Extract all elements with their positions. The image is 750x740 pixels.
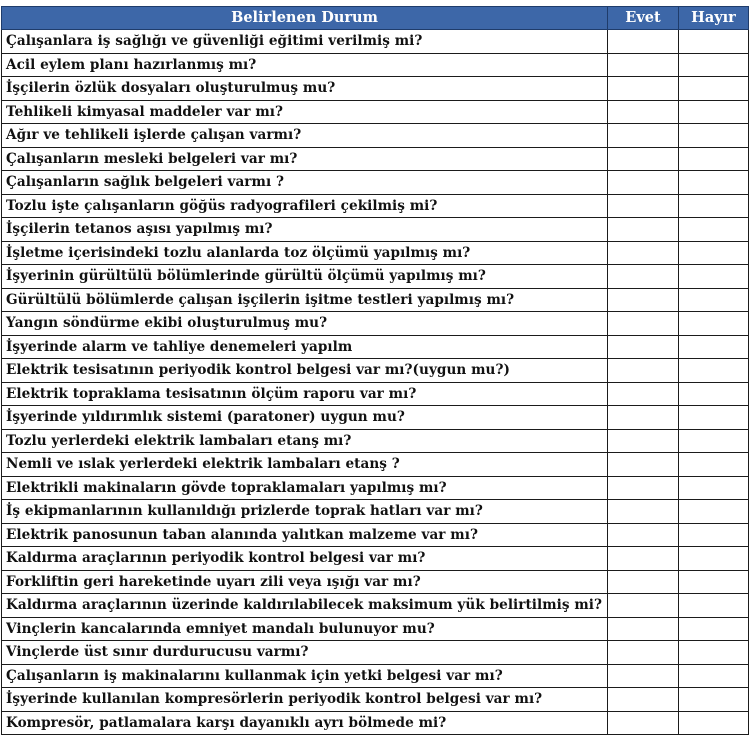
question-cell: Vinçlerin kancalarında emniyet mandalı bulunuyor mu?: [2, 617, 608, 641]
yes-answer-cell[interactable]: [608, 265, 679, 289]
table-row: [2, 241, 749, 265]
yes-answer-cell[interactable]: [608, 711, 679, 735]
table-row: [2, 500, 749, 524]
no-answer-cell[interactable]: [679, 100, 749, 124]
no-answer-cell[interactable]: [679, 171, 749, 195]
checklist-table: [1, 6, 749, 735]
table-row: [2, 547, 749, 571]
question-cell: İşyerinde alarm ve tahliye denemeleri yapılm: [2, 335, 608, 359]
question-cell: Kaldırma araçlarının üzerinde kaldırılabilecek maksimum yük belirtilmiş mi?: [2, 594, 608, 618]
table-row: [2, 664, 749, 688]
question-cell: Yangın söndürme ekibi oluşturulmuş mu?: [2, 312, 608, 336]
question-cell: Kaldırma araçlarının periyodik kontrol belgesi var mı?: [2, 547, 608, 571]
table-row: [2, 711, 749, 735]
no-answer-cell[interactable]: [679, 453, 749, 477]
table-row: [2, 429, 749, 453]
table-row: [2, 570, 749, 594]
table-row: [2, 406, 749, 430]
no-answer-cell[interactable]: [679, 594, 749, 618]
table-row: [2, 171, 749, 195]
no-answer-cell[interactable]: [679, 382, 749, 406]
question-cell: İşçilerin özlük dosyaları oluşturulmuş mu?: [2, 77, 608, 101]
yes-answer-cell[interactable]: [608, 500, 679, 524]
question-cell: İşyerinde kullanılan kompresörlerin periyodik kontrol belgesi var mı?: [2, 688, 608, 712]
no-answer-cell[interactable]: [679, 523, 749, 547]
question-cell: Çalışanların mesleki belgeleri var mı?: [2, 147, 608, 171]
yes-answer-cell[interactable]: [608, 429, 679, 453]
question-cell: Elektrik topraklama tesisatının ölçüm raporu var mı?: [2, 382, 608, 406]
table-row: [2, 359, 749, 383]
table-row: [2, 265, 749, 289]
table-row: [2, 288, 749, 312]
question-cell: Tozlu işte çalışanların göğüs radyografileri çekilmiş mi?: [2, 194, 608, 218]
no-answer-cell[interactable]: [679, 147, 749, 171]
question-cell: Tozlu yerlerdeki elektrik lambaları etanş mı?: [2, 429, 608, 453]
yes-answer-cell[interactable]: [608, 641, 679, 665]
question-cell: Kompresör, patlamalara karşı dayanıklı ayrı bölmede mi?: [2, 711, 608, 735]
header-row: [2, 7, 749, 30]
no-answer-cell[interactable]: [679, 664, 749, 688]
checklist-body: [2, 30, 749, 735]
yes-answer-cell[interactable]: [608, 547, 679, 571]
header-yes: Evet: [608, 7, 679, 30]
question-cell: Elektrikli makinaların gövde topraklamaları yapılmış mı?: [2, 476, 608, 500]
question-cell: İş ekipmanlarının kullanıldığı prizlerde toprak hatları var mı?: [2, 500, 608, 524]
no-answer-cell[interactable]: [679, 641, 749, 665]
question-cell: Elektrik tesisatının periyodik kontrol belgesi var mı?(uygun mu?): [2, 359, 608, 383]
table-row: [2, 312, 749, 336]
question-cell: Gürültülü bölümlerde çalışan işçilerin işitme testleri yapılmış mı?: [2, 288, 608, 312]
no-answer-cell[interactable]: [679, 265, 749, 289]
table-row: [2, 641, 749, 665]
no-answer-cell[interactable]: [679, 241, 749, 265]
no-answer-cell[interactable]: [679, 570, 749, 594]
yes-answer-cell[interactable]: [608, 476, 679, 500]
question-cell: İşçilerin tetanos aşısı yapılmış mı?: [2, 218, 608, 242]
yes-answer-cell[interactable]: [608, 100, 679, 124]
no-answer-cell[interactable]: [679, 688, 749, 712]
yes-answer-cell[interactable]: [608, 312, 679, 336]
yes-answer-cell[interactable]: [608, 147, 679, 171]
yes-answer-cell[interactable]: [608, 688, 679, 712]
no-answer-cell[interactable]: [679, 124, 749, 148]
table-row: [2, 124, 749, 148]
table-row: [2, 617, 749, 641]
no-answer-cell[interactable]: [679, 30, 749, 54]
no-answer-cell[interactable]: [679, 406, 749, 430]
no-answer-cell[interactable]: [679, 500, 749, 524]
no-answer-cell[interactable]: [679, 194, 749, 218]
table-row: [2, 53, 749, 77]
yes-answer-cell[interactable]: [608, 30, 679, 54]
header-question: Belirlenen Durum: [2, 7, 608, 30]
table-row: [2, 688, 749, 712]
yes-answer-cell[interactable]: [608, 194, 679, 218]
table-row: [2, 218, 749, 242]
question-cell: Elektrik panosunun taban alanında yalıtkan malzeme var mı?: [2, 523, 608, 547]
table-row: [2, 335, 749, 359]
yes-answer-cell[interactable]: [608, 594, 679, 618]
question-cell: İşyerinin gürültülü bölümlerinde gürültü ölçümü yapılmış mı?: [2, 265, 608, 289]
yes-answer-cell[interactable]: [608, 241, 679, 265]
question-cell: Vinçlerde üst sınır durdurucusu varmı?: [2, 641, 608, 665]
yes-answer-cell[interactable]: [608, 570, 679, 594]
no-answer-cell[interactable]: [679, 77, 749, 101]
question-cell: Ağır ve tehlikeli işlerde çalışan varmı?: [2, 124, 608, 148]
yes-answer-cell[interactable]: [608, 335, 679, 359]
table-row: [2, 147, 749, 171]
table-row: [2, 594, 749, 618]
yes-answer-cell[interactable]: [608, 617, 679, 641]
table-row: [2, 77, 749, 101]
yes-answer-cell[interactable]: [608, 453, 679, 477]
question-cell: Çalışanların sağlık belgeleri varmı ?: [2, 171, 608, 195]
no-answer-cell[interactable]: [679, 617, 749, 641]
no-answer-cell[interactable]: [679, 218, 749, 242]
no-answer-cell[interactable]: [679, 359, 749, 383]
yes-answer-cell[interactable]: [608, 218, 679, 242]
no-answer-cell[interactable]: [679, 335, 749, 359]
table-row: [2, 100, 749, 124]
header-no: Hayır: [679, 7, 749, 30]
yes-answer-cell[interactable]: [608, 382, 679, 406]
table-row: [2, 523, 749, 547]
yes-answer-cell[interactable]: [608, 77, 679, 101]
table-row: [2, 476, 749, 500]
question-cell: İşyerinde yıldırımlık sistemi (paratoner) uygun mu?: [2, 406, 608, 430]
yes-answer-cell[interactable]: [608, 288, 679, 312]
yes-answer-cell[interactable]: [608, 406, 679, 430]
no-answer-cell[interactable]: [679, 711, 749, 735]
no-answer-cell[interactable]: [679, 476, 749, 500]
question-cell: Forkliftin geri hareketinde uyarı zili veya ışığı var mı?: [2, 570, 608, 594]
question-cell: Çalışanlara iş sağlığı ve güvenliği eğitimi verilmiş mi?: [2, 30, 608, 54]
table-row: [2, 194, 749, 218]
no-answer-cell[interactable]: [679, 53, 749, 77]
yes-answer-cell[interactable]: [608, 664, 679, 688]
no-answer-cell[interactable]: [679, 429, 749, 453]
question-cell: Nemli ve ıslak yerlerdeki elektrik lambaları etanş ?: [2, 453, 608, 477]
no-answer-cell[interactable]: [679, 288, 749, 312]
table-row: [2, 453, 749, 477]
question-cell: İşletme içerisindeki tozlu alanlarda toz ölçümü yapılmış mı?: [2, 241, 608, 265]
yes-answer-cell[interactable]: [608, 359, 679, 383]
no-answer-cell[interactable]: [679, 547, 749, 571]
table-row: [2, 382, 749, 406]
checklist-header: [2, 7, 749, 30]
no-answer-cell[interactable]: [679, 312, 749, 336]
question-cell: Acil eylem planı hazırlanmış mı?: [2, 53, 608, 77]
yes-answer-cell[interactable]: [608, 523, 679, 547]
yes-answer-cell[interactable]: [608, 171, 679, 195]
table-row: [2, 30, 749, 54]
yes-answer-cell[interactable]: [608, 53, 679, 77]
question-cell: Tehlikeli kimyasal maddeler var mı?: [2, 100, 608, 124]
question-cell: Çalışanların iş makinalarını kullanmak için yetki belgesi var mı?: [2, 664, 608, 688]
yes-answer-cell[interactable]: [608, 124, 679, 148]
